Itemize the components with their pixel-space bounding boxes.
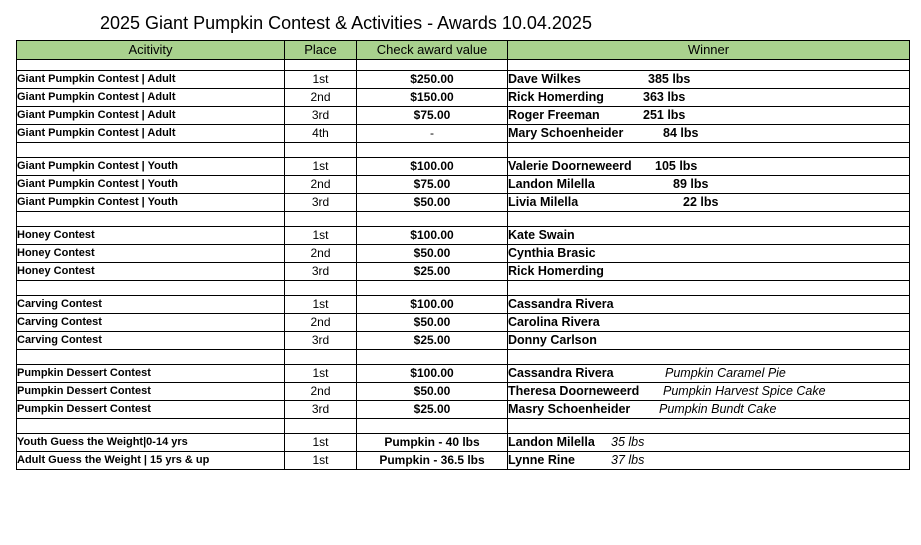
winner-name: Rick Homerding	[508, 90, 604, 104]
activity-cell: Pumpkin Dessert Contest	[17, 365, 285, 383]
table-row	[17, 194, 910, 212]
winner-cell	[508, 434, 910, 452]
table-row	[17, 365, 910, 383]
winner-name: Cynthia Brasic	[508, 246, 596, 260]
dessert-entry: Pumpkin Bundt Cake	[659, 402, 777, 416]
winner-cell	[508, 245, 910, 263]
spacer-row	[17, 281, 910, 296]
award-value-cell: -	[357, 125, 508, 143]
award-value-cell: $100.00	[357, 227, 508, 245]
winner-name: Mary Schoenheider	[508, 126, 624, 140]
winner-cell	[508, 401, 910, 419]
spacer-cell	[357, 419, 508, 434]
pumpkin-weight: 84 lbs	[663, 126, 699, 140]
activity-cell: Giant Pumpkin Contest | Adult	[17, 71, 285, 89]
winner-cell	[508, 452, 910, 470]
winner-name: Landon Milella	[508, 177, 595, 191]
spacer-cell	[17, 143, 285, 158]
winner-cell	[508, 107, 910, 125]
weight-guess: 35 lbs	[611, 435, 645, 449]
table-row	[17, 452, 910, 470]
spacer-cell	[357, 281, 508, 296]
winner-cell	[508, 296, 910, 314]
award-value-cell: Pumpkin - 36.5 lbs	[357, 452, 508, 470]
awards-body	[17, 60, 910, 470]
activity-cell: Adult Guess the Weight | 15 yrs & up	[17, 452, 285, 470]
table-row	[17, 332, 910, 350]
table-row	[17, 245, 910, 263]
winner-cell	[508, 263, 910, 281]
activity-cell: Honey Contest	[17, 263, 285, 281]
spacer-cell	[508, 60, 910, 71]
activity-cell: Pumpkin Dessert Contest	[17, 383, 285, 401]
place-cell: 3rd	[285, 194, 357, 212]
winner-name: Carolina Rivera	[508, 315, 600, 329]
winner-name: Cassandra Rivera	[508, 366, 614, 380]
activity-cell: Pumpkin Dessert Contest	[17, 401, 285, 419]
activity-cell: Youth Guess the Weight|0-14 yrs	[17, 434, 285, 452]
winner-cell	[508, 125, 910, 143]
pumpkin-weight: 89 lbs	[673, 177, 709, 191]
pumpkin-weight: 251 lbs	[643, 108, 686, 122]
winner-cell	[508, 176, 910, 194]
spacer-cell	[508, 281, 910, 296]
header-row	[17, 41, 910, 60]
activity-cell: Carving Contest	[17, 296, 285, 314]
spacer-cell	[17, 419, 285, 434]
spacer-cell	[17, 212, 285, 227]
winner-cell	[508, 227, 910, 245]
award-value-cell: $25.00	[357, 263, 508, 281]
winner-name: Dave Wilkes	[508, 72, 581, 86]
page-title: 2025 Giant Pumpkin Contest & Activities - Awards 10.04.2025	[100, 13, 592, 33]
place-cell: 4th	[285, 125, 357, 143]
spacer-cell	[17, 350, 285, 365]
place-cell: 1st	[285, 227, 357, 245]
award-value-cell: $50.00	[357, 245, 508, 263]
winner-name: Donny Carlson	[508, 333, 597, 347]
place-cell: 2nd	[285, 314, 357, 332]
spacer-row	[17, 350, 910, 365]
spacer-cell	[508, 143, 910, 158]
table-row	[17, 71, 910, 89]
table-row	[17, 296, 910, 314]
activity-cell: Carving Contest	[17, 314, 285, 332]
award-value-cell: $100.00	[357, 365, 508, 383]
place-cell: 1st	[285, 365, 357, 383]
winner-cell	[508, 314, 910, 332]
table-row	[17, 107, 910, 125]
spacer-cell	[285, 281, 357, 296]
place-cell: 1st	[285, 434, 357, 452]
winner-cell	[508, 89, 910, 107]
winner-name: Roger Freeman	[508, 108, 600, 122]
pumpkin-weight: 385 lbs	[648, 72, 691, 86]
winner-name: Masry Schoenheider	[508, 402, 631, 416]
activity-cell: Honey Contest	[17, 227, 285, 245]
spacer-cell	[357, 60, 508, 71]
activity-cell: Giant Pumpkin Contest | Youth	[17, 158, 285, 176]
activity-cell: Giant Pumpkin Contest | Youth	[17, 176, 285, 194]
table-row	[17, 401, 910, 419]
spacer-cell	[285, 419, 357, 434]
winner-name: Landon Milella	[508, 435, 595, 449]
place-cell: 3rd	[285, 401, 357, 419]
winner-name: Cassandra Rivera	[508, 297, 614, 311]
activity-cell: Giant Pumpkin Contest | Adult	[17, 125, 285, 143]
spacer-cell	[357, 143, 508, 158]
award-value-cell: $25.00	[357, 332, 508, 350]
table-row	[17, 383, 910, 401]
award-value-cell: $100.00	[357, 296, 508, 314]
activity-cell: Carving Contest	[17, 332, 285, 350]
winner-cell	[508, 194, 910, 212]
dessert-entry: Pumpkin Harvest Spice Cake	[663, 384, 826, 398]
pumpkin-weight: 105 lbs	[655, 159, 698, 173]
award-value-cell: $25.00	[357, 401, 508, 419]
award-value-cell: $150.00	[357, 89, 508, 107]
header-activity: Acitivity	[17, 41, 285, 60]
weight-guess: 37 lbs	[611, 453, 645, 467]
place-cell: 1st	[285, 158, 357, 176]
winner-name: Livia Milella	[508, 195, 579, 209]
dessert-entry: Pumpkin Caramel Pie	[665, 366, 786, 380]
spacer-cell	[17, 60, 285, 71]
place-cell: 3rd	[285, 263, 357, 281]
activity-cell: Giant Pumpkin Contest | Adult	[17, 89, 285, 107]
award-value-cell: $50.00	[357, 383, 508, 401]
place-cell: 2nd	[285, 89, 357, 107]
spacer-cell	[285, 212, 357, 227]
table-row	[17, 434, 910, 452]
award-value-cell: $250.00	[357, 71, 508, 89]
award-value-cell: $75.00	[357, 176, 508, 194]
spacer-cell	[285, 143, 357, 158]
spacer-cell	[285, 350, 357, 365]
place-cell: 2nd	[285, 383, 357, 401]
winner-cell	[508, 158, 910, 176]
spacer-cell	[508, 212, 910, 227]
table-row	[17, 263, 910, 281]
place-cell: 1st	[285, 452, 357, 470]
award-value-cell: $50.00	[357, 194, 508, 212]
winner-cell	[508, 365, 910, 383]
place-cell: 1st	[285, 296, 357, 314]
activity-cell: Giant Pumpkin Contest | Youth	[17, 194, 285, 212]
place-cell: 3rd	[285, 107, 357, 125]
place-cell: 3rd	[285, 332, 357, 350]
header-winner: Winner	[508, 41, 910, 60]
winner-name: Valerie Doorneweerd	[508, 159, 632, 173]
table-row	[17, 314, 910, 332]
spacer-row	[17, 60, 910, 71]
spacer-cell	[357, 350, 508, 365]
header-award-value: Check award value	[357, 41, 508, 60]
winner-cell	[508, 383, 910, 401]
award-value-cell: $100.00	[357, 158, 508, 176]
pumpkin-weight: 22 lbs	[683, 195, 719, 209]
spacer-cell	[17, 281, 285, 296]
pumpkin-weight: 363 lbs	[643, 90, 686, 104]
award-value-cell: $75.00	[357, 107, 508, 125]
spacer-row	[17, 212, 910, 227]
spacer-row	[17, 419, 910, 434]
activity-cell: Giant Pumpkin Contest | Adult	[17, 107, 285, 125]
spacer-cell	[357, 212, 508, 227]
table-row	[17, 176, 910, 194]
place-cell: 2nd	[285, 245, 357, 263]
winner-cell	[508, 71, 910, 89]
winner-name: Rick Homerding	[508, 264, 604, 278]
table-row	[17, 89, 910, 107]
award-value-cell: $50.00	[357, 314, 508, 332]
spacer-cell	[508, 350, 910, 365]
activity-cell: Honey Contest	[17, 245, 285, 263]
winner-name: Theresa Doorneweerd	[508, 384, 640, 398]
place-cell: 1st	[285, 71, 357, 89]
table-row	[17, 227, 910, 245]
winner-name: Lynne Rine	[508, 453, 575, 467]
place-cell: 2nd	[285, 176, 357, 194]
winner-name: Kate Swain	[508, 228, 575, 242]
table-row	[17, 158, 910, 176]
spacer-row	[17, 143, 910, 158]
spacer-cell	[508, 419, 910, 434]
header-place: Place	[285, 41, 357, 60]
awards-table	[16, 40, 910, 470]
table-row	[17, 125, 910, 143]
winner-cell	[508, 332, 910, 350]
award-value-cell: Pumpkin - 40 lbs	[357, 434, 508, 452]
spacer-cell	[285, 60, 357, 71]
